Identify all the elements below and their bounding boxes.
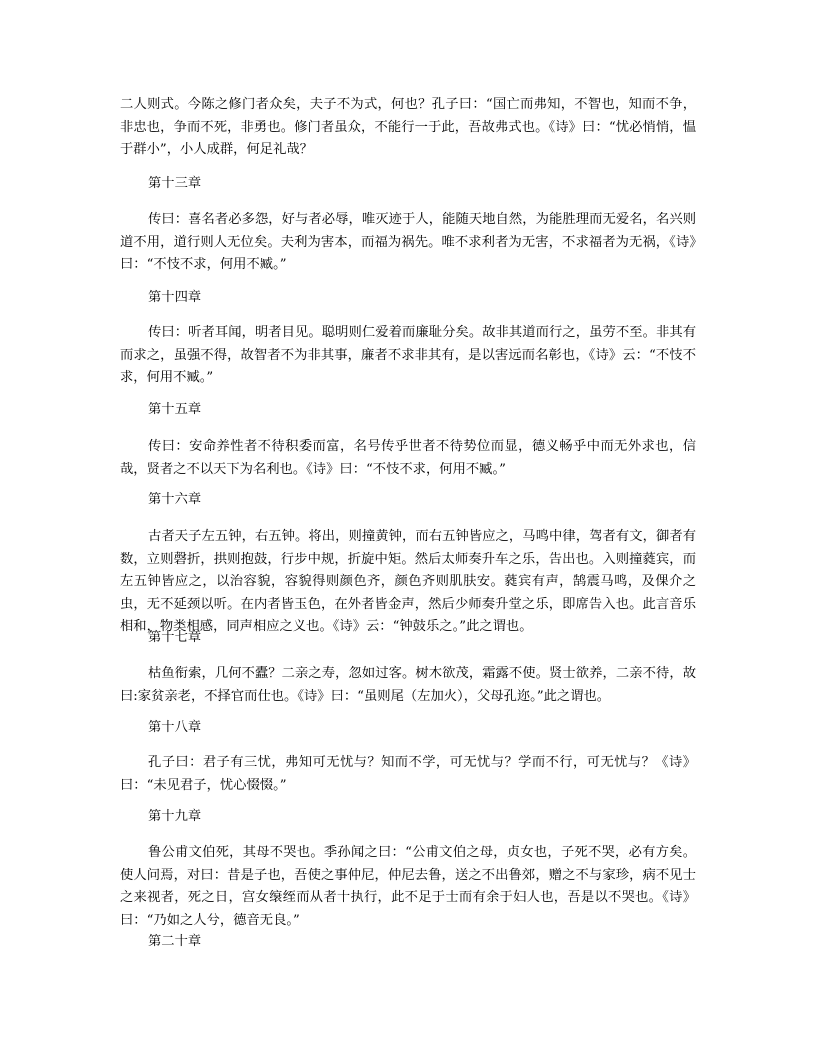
paragraph-chapter-15: 传曰：安命养性者不待积委而富，名号传乎世者不待势位而显，德义畅乎中而无外求也，信哉，贤者之不以天下为名利也。《诗》曰：“不忮不求，何用不臧。” [120, 439, 696, 477]
chapter-heading-18: 第十八章 [148, 720, 202, 735]
chapter-heading-14: 第十四章 [148, 290, 202, 305]
chapter-heading-19: 第十九章 [148, 809, 202, 824]
paragraph-chapter-13: 传曰：喜名者必多怨，好与者必辱，唯灭迹于人，能随天地自然，为能胜理而无爱名，名兴则道不用，道行则人无位矣。夫利为害本，而福为祸先。唯不求利者为无害，不求福者为无祸，《诗》曰：“不忮不求，何用不臧。” [120, 212, 696, 272]
chapter-heading-16: 第十六章 [148, 492, 202, 507]
paragraph-chapter-16: 古者天子左五钟，右五钟。将出，则撞黄钟，而右五钟皆应之，马鸣中律，驾者有文，御者有数，立则磬折，拱则抱鼓，行步中规，折旋中矩。然后太师奏升车之乐，告出也。入则撞蕤宾，而左五钟皆应之，以治容貌，容貌得则颜色齐，颜色齐则肌肤安。蕤宾有声，鹄震马鸣，及倮介之虫，无不延颈以听。在内者皆玉色，在外者皆金声，然后少师奏升堂之乐，即席告入也。此言音乐相和，物类相感，同声相应之义也。《诗》云：“钟鼓乐之。”此之谓也。 [120, 529, 696, 634]
chapter-heading-17: 第十七章 [148, 630, 202, 645]
chapter-heading-20: 第二十章 [148, 934, 202, 949]
paragraph-chapter-17: 枯鱼衔索，几何不蠹？二亲之寿，忽如过客。树木欲茂，霜露不使。贤士欲养，二亲不待，故曰:家贫亲老，不择官而仕也。《诗》曰：“虽则尾（左加火），父母孔迩。”此之谓也。 [120, 666, 696, 704]
paragraph-chapter-14: 传曰：听者耳闻，明者目见。聪明则仁爱着而廉耻分矣。故非其道而行之，虽劳不至。非其有而求之，虽强不得，故智者不为非其事，廉者不求非其有，是以害远而名彰也，《诗》云：“不忮不求，何用不臧。” [120, 325, 696, 385]
chapter-heading-15: 第十五章 [148, 402, 202, 417]
paragraph-chapter-19: 鲁公甫文伯死，其母不哭也。季孙闻之曰：“公甫文伯之母，贞女也，子死不哭，必有方矣。使人问焉，对曰：昔是子也，吾使之事仲尼，仲尼去鲁，送之不出鲁郊，赠之不与家珍，病不见士之来视者，死之日，宫女缞绖而从者十执行，此不足于士而有余于妇人也，吾是以不哭也。《诗》曰：“乃如之人兮，德音无良。” [120, 845, 696, 928]
chapter-heading-13: 第十三章 [148, 176, 202, 191]
paragraph-chapter-18: 孔子曰：君子有三忧，弗知可无忧与？知而不学，可无忧与？学而不行，可无忧与？《诗》曰：“未见君子，忧心惙惙。” [120, 755, 696, 793]
paragraph-continuation: 二人则式。今陈之修门者众矣，夫子不为式，何也？孔子曰：“国亡而弗知，不智也，知而不争，非忠也，争而不死，非勇也。修门者虽众，不能行一于此，吾故弗式也。《诗》曰：“忧必悄悄，愠于群小”，小人成群，何足礼哉？ [120, 97, 696, 157]
